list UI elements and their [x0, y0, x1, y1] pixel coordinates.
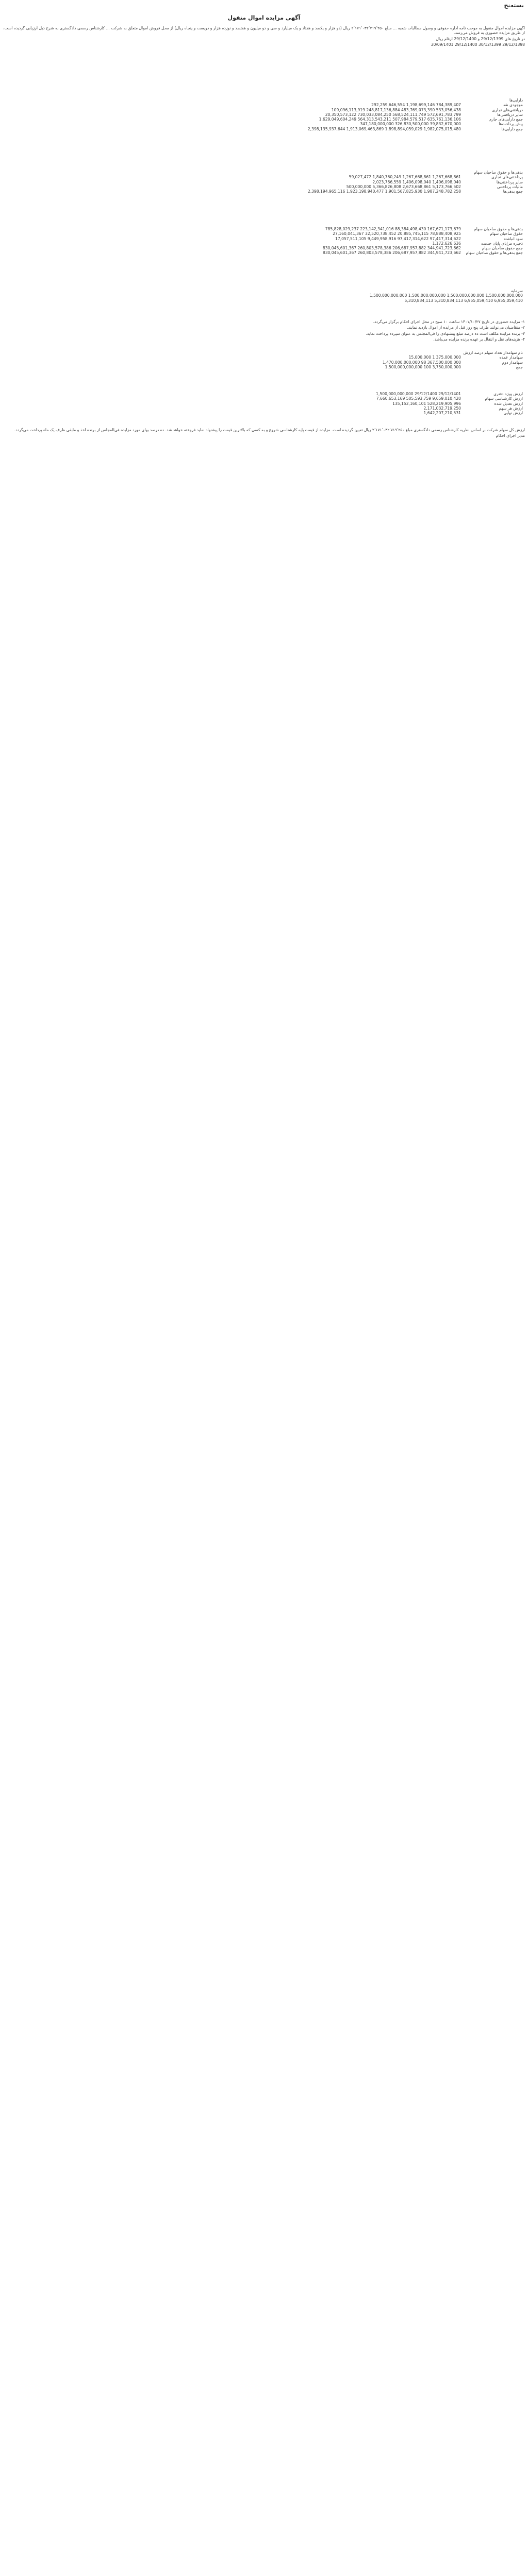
table-row: ارزش ویژه دفتری1,500,000,000,000 29/12/1400 29/12/1401	[376, 392, 523, 396]
table-row: جمع بدهی‌ها2,398,194,965,116 1,923,198,940,477 1,901,567,825,930 1,987,248,782,258	[307, 189, 523, 194]
table-row: سهامدار عمده15,000,000 1 375,000,000	[408, 355, 523, 360]
table-row: موجودی نقد292,259,646,554 1,198,699,146 784,389,407	[371, 103, 523, 108]
table-row: 5,310,834,113 5,310,834,113 6,955,059,410 6,955,059,410	[404, 298, 523, 303]
table-row: سایر پرداختنی‌ها2,023,766,559 1,406,098,040 1,406,098,040	[372, 179, 523, 184]
table-row: 1,500,000,000,000 1,500,000,000,000 1,500,000,000,000 1,500,000,000,000	[369, 293, 523, 298]
liabilities-table	[304, 170, 523, 194]
table-row: جمع دارایی‌ها2,398,135,937,644 1,913,069,463,869 1,898,894,059,029 1,982,075,015,480	[307, 126, 523, 131]
list-item: ۳- برنده مزایده مکلف است ده درصد مبلغ پیشنهادی را فی‌المجلس به عنوان سپرده پرداخت نماید.	[366, 331, 525, 336]
list-item: ۱- مزایده حضوری در تاریخ ۱۴۰۱/۱۰/۲۷ ساعت ۱۰ صبح در محل اجرای احکام برگزار می‌گردد.	[373, 319, 525, 324]
table-row: ارزش هر سهم2,171,032,719,250	[423, 405, 523, 411]
closing-section	[3, 428, 525, 439]
table-row: جمع حقوق صاحبان سهام830,045,601,367 260,803,578,386 206,687,957,882 344,941,723,662	[322, 246, 523, 251]
document-title: آگهی مزایده اموال منقول	[227, 14, 301, 21]
table-row: سود انباشته17,057,511,105 9,449,958,916 97,417,314,622 97,417,314,622	[335, 236, 523, 241]
document-category: بسته‌نخ	[504, 2, 524, 9]
closing-paragraph: ارزش کل سهام شرکت بر اساس نظریه کارشناس رسمی دادگستری مبلغ ۲٬۱۷۱٬۰۳۲٬۷۱۹٬۲۵۰ ریال تعیین گردیده است. مزایده از قیمت پایه کارشناسی شروع و به کسی که بالاترین قیمت را پیشنهاد نماید فروخته خواهد شد. ده درصد بهای مورد مزایده فی‌المجلس از برنده اخذ و مابقی ظرف یک ماه پرداخت می‌گردد.	[14, 428, 525, 432]
balance-sheet-title: دارایی‌ها	[509, 98, 523, 103]
table-row: پیش پرداخت‌ها347,180,000,000 326,830,500,000 39,832,670,000	[360, 122, 523, 127]
share-table	[378, 350, 523, 369]
intro-section	[3, 26, 525, 48]
balance-sheet-table	[304, 98, 523, 131]
share-table-title: نام سهامدار تعداد سهام درصد ارزش	[463, 350, 523, 355]
date-line: در تاریخ های 29/12/1399 و 29/12/1400 ارقام ریال	[436, 36, 525, 41]
table-row: سهامدار دوم1,470,000,000,000 98 367,500,000,000	[382, 360, 523, 365]
liabilities-title: بدهی‌ها و حقوق صاحبان سهام	[474, 170, 523, 175]
table-row: جمع دارایی‌های جاری1,629,049,604,249 564,313,543,211 507,984,579,517 635,761,136,106	[319, 117, 523, 122]
table-row: سایر دریافتنی‌ها20,350,573,122 730,033,084,250 568,524,111,749 572,691,783,799	[325, 112, 523, 117]
table-row: جمع بدهی‌ها و حقوق صاحبان سهام830,045,601,367 260,803,578,386 206,687,957,882 344,941,723,662	[322, 250, 523, 256]
table-row: ارزش نهایی1,642,207,210,531	[423, 411, 523, 416]
list-item: ۲- متقاضیان می‌توانند ظرف پنج روز قبل از مزایده از اموال بازدید نمایند.	[407, 325, 525, 330]
table-row: ذخیره مزایای پایان خدمت1,172,626,636	[432, 241, 523, 246]
table-row: بدهی‌ها و حقوق صاحبان سهام785,828,029,237 223,142,341,016 88,384,498,430 167,671,173,679	[325, 227, 523, 231]
table-row: دریافتنی‌های تجاری109,096,113,919 248,817,136,884 483,769,073,390 533,056,438	[331, 107, 523, 112]
intro-paragraph: آگهی مزایده اموال منقول به موجب نامه اداره حقوقی و وصول مطالبات شعبه ... مبلغ ۲٬۱۷۱٬۰۳۲٬۷۱۹٬۲۵۰ ریال (دو هزار و یکصد و هفتاد و یک میلیارد و سی و دو میلیون و هفتصد و نوزده هزار و دویست و پنجاه ریال) از محل فروش اموال متعلق به شرکت ... کارشناس رسمی دادگستری به شرح ذیل ارزیابی گردیده است، از طریق مزایده حضوری به فروش می‌رسد.	[3, 26, 525, 36]
notes-table	[319, 227, 523, 256]
table-row: جمع1,500,000,000,000 100 3,750,000,000	[385, 364, 523, 369]
auction-terms	[3, 319, 525, 343]
table-row: ارزش تعدیل شده135,152,160,101 528,219,905,996	[392, 401, 523, 406]
table-row: پرداختنی‌های تجاری59,027,472 1,840,760,249 1,267,668,861 1,267,668,861	[349, 175, 523, 180]
list-item: ۴- هزینه‌های نقل و انتقال بر عهده برنده مزایده می‌باشد.	[433, 336, 525, 342]
valuation-table	[372, 392, 523, 415]
table-row: حقوق صاحبان سهام27,160,041,367 32,520,738,452 20,885,745,115 78,888,408,925	[333, 231, 523, 236]
signature: مدیر اجرای احکام	[496, 433, 525, 438]
table-row: مالیات پرداختنی500,000,000 5,366,826,808 2,673,668,861 5,173,766,502	[346, 184, 523, 189]
dates-row: 29/12/1398 30/12/1399 29/12/1400 30/09/1401	[431, 42, 525, 47]
capital-title: سرمایه	[510, 289, 523, 293]
capital-section	[366, 289, 523, 303]
table-row: ارزش کارشناسی سهام7,660,653,169 505,593,759 9,659,010,420	[376, 396, 523, 401]
